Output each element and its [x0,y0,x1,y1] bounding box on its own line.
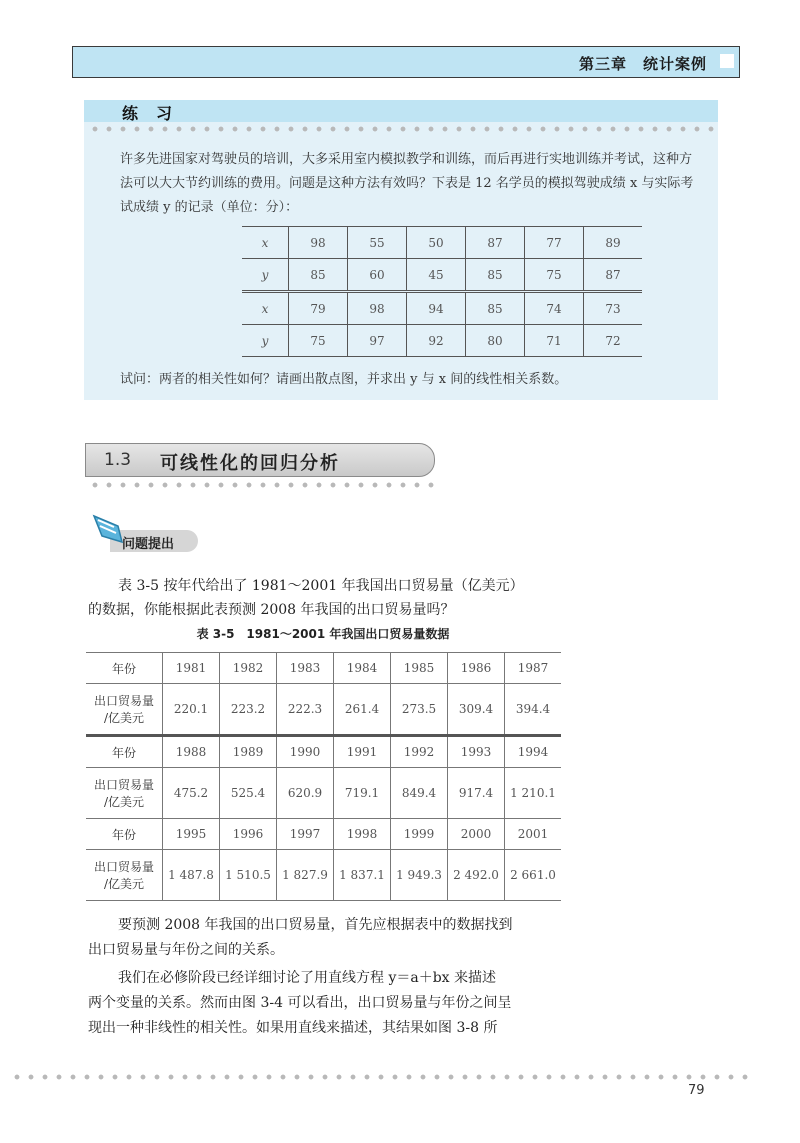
table-cell: 1 487.8 [163,850,220,901]
year-label: 年份 [86,736,163,768]
table-cell: 273.5 [391,684,448,736]
table-cell: 75 [525,259,584,292]
para2-line-1: 我们在必修阶段已经详细讨论了用直线方程 y＝a＋bx 来描述 [118,970,497,986]
table-cell: 1 510.5 [220,850,277,901]
table-row [242,325,642,357]
section-heading [85,443,435,477]
exercise-title: 练习 [122,104,191,123]
exercise-title-bar [84,100,718,122]
table-cell: 1982 [220,653,277,684]
intro-line-1: 表 3-5 按年代给出了 1981～2001 年我国出口贸易量（亿美元） [118,578,524,594]
year-row [86,736,561,768]
table-cell: 2000 [448,819,505,850]
volume-row [86,684,561,736]
volume-label [86,684,163,736]
table-cell: 87 [466,227,525,259]
table-cell: 89 [584,227,643,259]
section-number: 1.3 [104,450,132,470]
table-cell: 72 [584,325,643,357]
volume-label-line2: /亿美元 [103,877,145,891]
exercise-text: 许多先进国家对驾驶员的培训，大多采用室内模拟教学和训练，而后再进行实地训练并考试，这种方法可以大大节约训练的费用。问题是这种方法有效吗？下表是 12 名学员的模拟驾驶成绩 x 与实际考试成绩 y 的记录（单位：分）： [120,152,694,215]
table-cell: 92 [407,325,466,357]
table-cell: 2 492.0 [448,850,505,901]
table-cell: 45 [407,259,466,292]
table-cell: 849.4 [391,768,448,819]
row-label: x [242,227,289,259]
row-label: y [242,325,289,357]
table-cell: 87 [584,259,643,292]
table-cell: 222.3 [277,684,334,736]
table-cell: 2001 [505,819,562,850]
row-label: y [242,259,289,292]
table-cell: 74 [525,292,584,325]
volume-label-line2: /亿美元 [103,711,145,725]
para2-line-2: 两个变量的关系。然而由图 3-4 可以看出，出口贸易量与年份之间呈 [88,995,512,1011]
table-cell: 475.2 [163,768,220,819]
pencil-icon [88,512,128,548]
table-cell: 73 [584,292,643,325]
volume-row [86,768,561,819]
table-caption: 表 3-5 1981～2001 年我国出口贸易量数据 [196,627,450,641]
table-cell: 261.4 [334,684,391,736]
year-row [86,653,561,684]
table-cell: 309.4 [448,684,505,736]
table-cell: 1 827.9 [277,850,334,901]
exercise-question: 试问：两者的相关性如何？请画出散点图，并求出 y 与 x 间的线性相关系数。 [120,372,568,387]
row-label: x [242,292,289,325]
table-cell: 85 [466,292,525,325]
table-cell: 85 [466,259,525,292]
table-cell: 1983 [277,653,334,684]
exercise-table [242,226,642,357]
chapter-title: 第三章 统计案例 [578,55,707,73]
table-cell: 1998 [334,819,391,850]
table-cell: 80 [466,325,525,357]
table-cell: 220.1 [163,684,220,736]
volume-label-line1: 出口贸易量 [93,860,154,874]
year-label: 年份 [86,653,163,684]
table-cell: 1991 [334,736,391,768]
table-cell: 75 [289,325,348,357]
table-cell: 1999 [391,819,448,850]
para2-line-3: 现出一种非线性的相关性。如果用直线来描述，其结果如图 3-8 所 [88,1020,498,1036]
chapter-header [72,46,740,78]
table-row [242,292,642,325]
table-cell: 55 [348,227,407,259]
table-cell: 98 [289,227,348,259]
table-cell: 97 [348,325,407,357]
table-cell: 98 [348,292,407,325]
table-cell: 1990 [277,736,334,768]
table-cell: 223.2 [220,684,277,736]
table-cell: 71 [525,325,584,357]
table-cell: 525.4 [220,768,277,819]
table-cell: 917.4 [448,768,505,819]
year-label: 年份 [86,819,163,850]
footer-dotted-divider [10,1074,750,1080]
table-cell: 85 [289,259,348,292]
intro-line-2: 的数据，你能根据此表预测 2008 年我国的出口贸易量吗？ [88,602,455,618]
problem-label: 问题提出 [122,537,175,552]
table-row [242,259,642,292]
table-cell: 1986 [448,653,505,684]
year-row [86,819,561,850]
table-cell: 79 [289,292,348,325]
table-cell: 1995 [163,819,220,850]
table-cell: 1994 [505,736,562,768]
table-cell: 394.4 [505,684,562,736]
table-cell: 1988 [163,736,220,768]
table-cell: 1992 [391,736,448,768]
exercise-block [84,100,718,400]
volume-label-line2: /亿美元 [103,795,145,809]
table-cell: 50 [407,227,466,259]
table-cell: 1989 [220,736,277,768]
table-cell: 1997 [277,819,334,850]
table-cell: 1 210.1 [505,768,562,819]
volume-label [86,850,163,901]
table-cell: 94 [407,292,466,325]
trade-table [86,652,561,901]
table-cell: 2 661.0 [505,850,562,901]
table-cell: 1987 [505,653,562,684]
table-cell: 1996 [220,819,277,850]
volume-label [86,768,163,819]
volume-label-line1: 出口贸易量 [93,694,154,708]
para1-line-1: 要预测 2008 年我国的出口贸易量，首先应根据表中的数据找到 [118,917,513,933]
volume-label-line1: 出口贸易量 [93,778,154,792]
table-cell: 620.9 [277,768,334,819]
table-cell: 77 [525,227,584,259]
dotted-divider [88,126,714,132]
header-corner-box [720,54,734,68]
table-cell: 1981 [163,653,220,684]
table-row [242,227,642,259]
table-cell: 1993 [448,736,505,768]
table-cell: 1 837.1 [334,850,391,901]
volume-row [86,850,561,901]
table-cell: 719.1 [334,768,391,819]
page-number: 79 [688,1083,705,1098]
para1-line-2: 出口贸易量与年份之间的关系。 [88,942,284,958]
table-cell: 1984 [334,653,391,684]
section-title: 可线性化的回归分析 [160,453,340,474]
table-cell: 1985 [391,653,448,684]
section-dotted-divider [88,482,436,488]
table-cell: 1 949.3 [391,850,448,901]
table-cell: 60 [348,259,407,292]
